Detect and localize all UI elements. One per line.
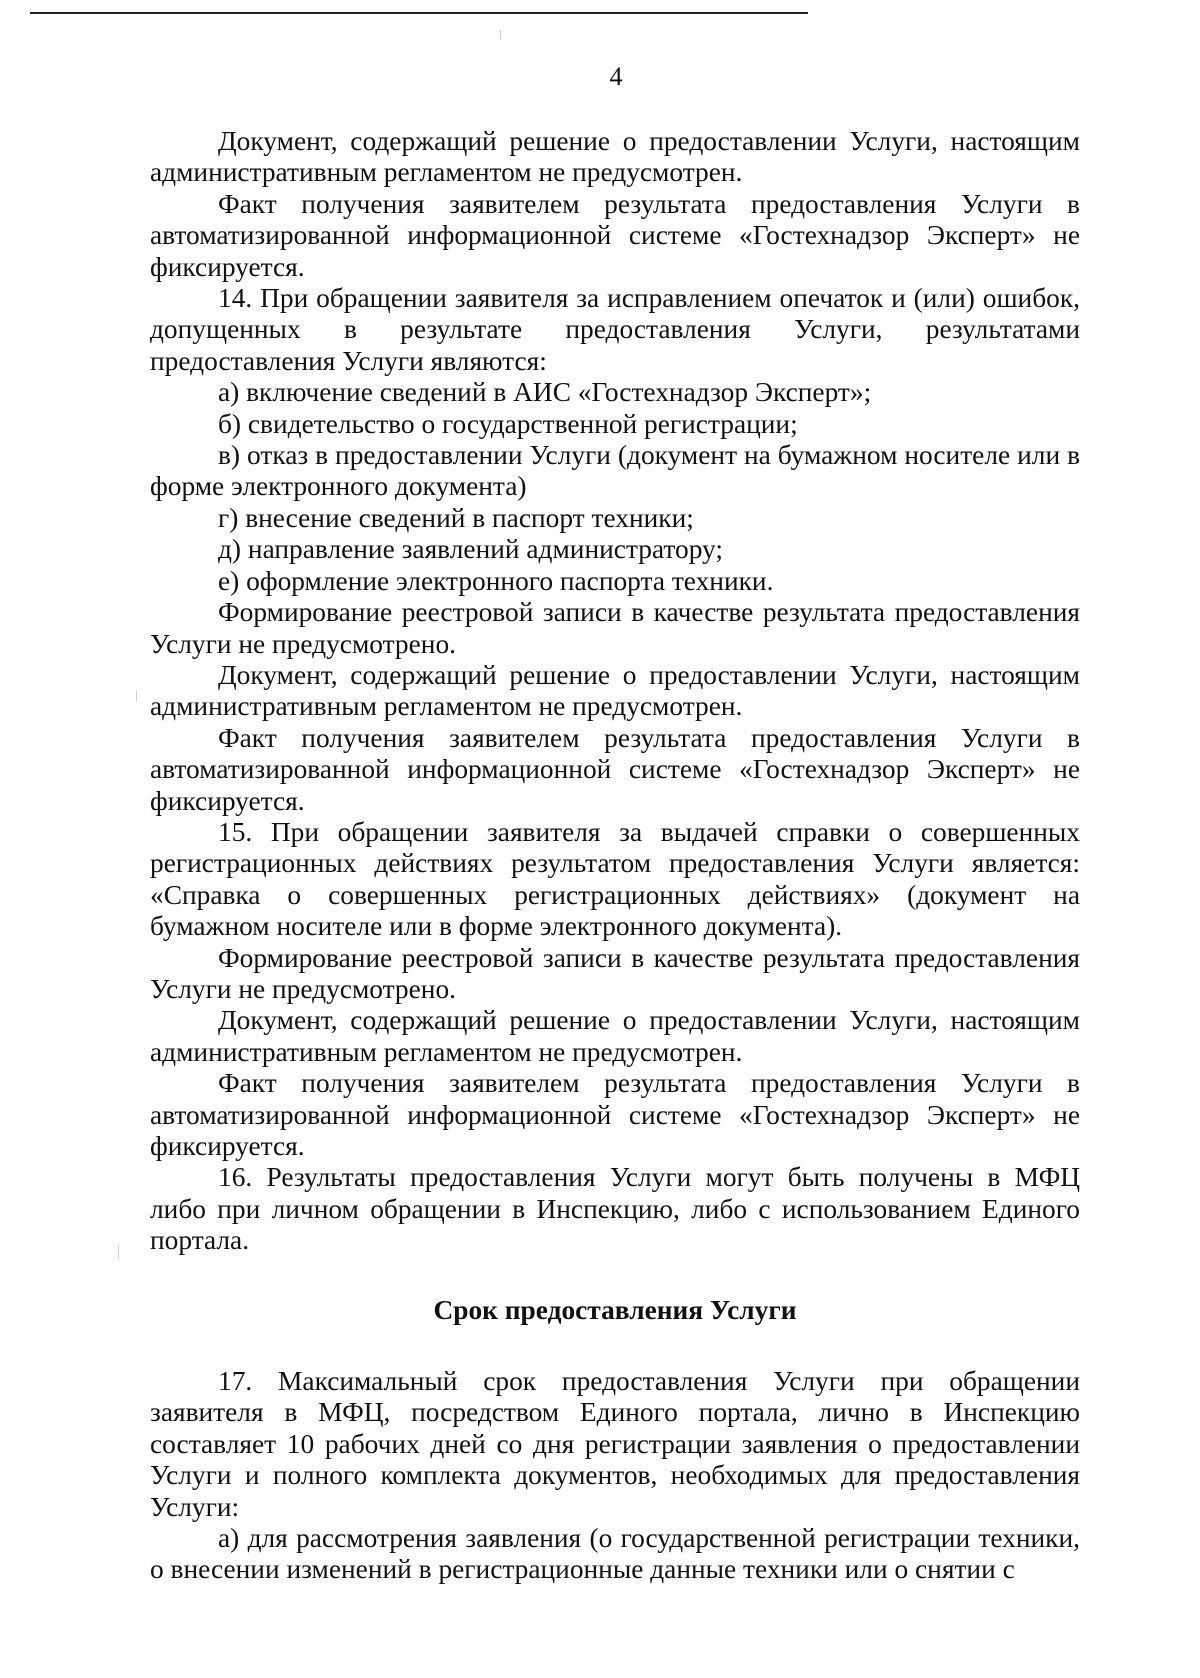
section-heading: Срок предоставления Услуги [433,1294,797,1325]
paragraph: 14. При обращении заявителя за исправлением опечаток и (или) ошибок, допущенных в результате предоставления Услуги, результатами предоставления Услуги являются: [150,283,1080,376]
top-border-line [30,12,808,14]
paragraph: д) направление заявлений администратору; [218,534,723,565]
document-body [150,126,1080,1586]
paragraph: Документ, содержащий решение о предоставлении Услуги, настоящим административным регламентом не предусмотрен. [150,126,1080,188]
paragraphs-after-heading [150,1366,1080,1586]
paragraph: Формирование реестровой записи в качестве результата предоставления Услуги не предусмотрено. [150,942,1080,1004]
paragraph: Факт получения заявителем результата предоставления Услуги в автоматизированной информационной системе «Гостехнадзор Эксперт» не фиксируется. [150,1068,1080,1161]
paragraph: 15. При обращении заявителя за выдачей справки о совершенных регистрационных действиях результатом предоставления Услуги является: «Справка о совершенных регистрационных действиях» (документ на бумажном носителе или в форме электронного документа). [150,816,1080,942]
paragraph: Документ, содержащий решение о предоставлении Услуги, настоящим административным регламентом не предусмотрен. [150,1005,1080,1067]
paragraph: г) внесение сведений в паспорт техники; [218,502,694,533]
paragraph: Документ, содержащий решение о предоставлении Услуги, настоящим административным регламентом не предусмотрен. [150,659,1080,722]
scan-artifact [118,1245,119,1259]
paragraph: б) свидетельство о государственной регистрации; [218,408,798,439]
paragraph: Формирование реестровой записи в качестве результата предоставления Услуги не предусмотрено. [150,597,1080,659]
paragraph: а) для рассмотрения заявления (о государственной регистрации техники, о внесении изменений в регистрационные данные техники или о снятии с [150,1523,1080,1585]
paragraph: Факт получения заявителем результата предоставления Услуги в автоматизированной информационной системе «Гостехнадзор Эксперт» не фиксируется. [150,722,1080,816]
paragraph: 16. Результаты предоставления Услуги могут быть получены в МФЦ либо при личном обращении в Инспекцию, либо с использованием Единого портала. [150,1162,1080,1256]
paragraphs-before-heading [150,126,1080,1257]
paragraph: в) отказ в предоставлении Услуги (документ на бумажном носителе или в форме электронного документа) [150,440,1080,502]
paragraph: а) включение сведений в АИС «Гостехнадзор Эксперт»; [218,377,872,408]
scan-artifact [500,30,501,40]
paragraph: Факт получения заявителем результата предоставления Услуги в автоматизированной информационной системе «Гостехнадзор Эксперт» не фиксируется. [150,188,1080,282]
paragraph: е) оформление электронного паспорта техники. [218,565,774,596]
scan-artifact [136,690,137,702]
paragraph: 17. Максимальный срок предоставления Услуги при обращении заявителя в МФЦ, посредством Единого портала, лично в Инспекцию составляет 10 рабочих дней со дня регистрации заявления о предоставлении Услуги и полного комплекта документов, необходимых для предоставления Услуги: [150,1366,1080,1522]
page-number: 4 [609,62,623,91]
